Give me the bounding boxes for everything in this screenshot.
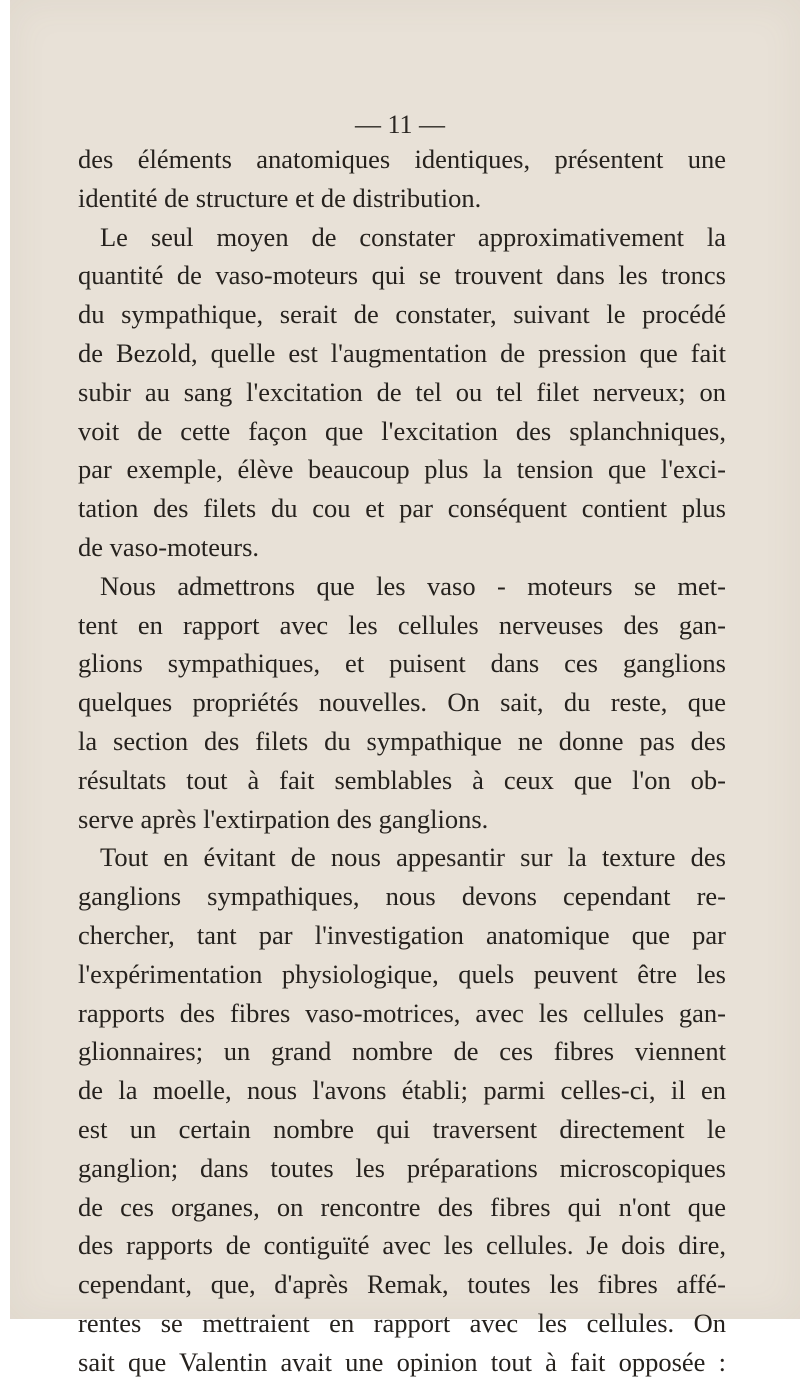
text-line: résultats tout à fait semblables à ceux que l'on ob-	[78, 764, 726, 795]
text-line: chercher, tant par l'investigation anatomique que par	[78, 919, 726, 950]
text-line: ganglions sympathiques, nous devons cependant re-	[78, 881, 726, 912]
text-line: glionnaires; un grand nombre de ces fibres viennent	[78, 1036, 726, 1067]
text-line: Nous admettrons que les vaso - moteurs se met-	[100, 570, 726, 601]
text-line: de ces organes, on rencontre des fibres qui n'ont que	[78, 1191, 726, 1222]
text-line: cependant, que, d'après Remak, toutes les fibres affé-	[78, 1269, 726, 1300]
page-number: — 11 —	[354, 110, 446, 139]
text-line: quelques propriétés nouvelles. On sait, du reste, que	[78, 687, 726, 718]
text-line: tation des filets du cou et par conséquent contient plus	[78, 493, 726, 524]
text-line: Le seul moyen de constater approximativement la	[100, 221, 726, 252]
text-line: rapports des fibres vaso-motrices, avec les cellules gan-	[78, 997, 726, 1028]
text-line: est un certain nombre qui traversent directement le	[78, 1113, 726, 1144]
text-line: de Bezold, quelle est l'augmentation de pression que fait	[78, 337, 726, 368]
text-line: serve après l'extirpation des ganglions.	[78, 803, 489, 834]
text-line: des éléments anatomiques identiques, présentent une	[78, 144, 726, 174]
text-line: quantité de vaso-moteurs qui se trouvent dans les troncs	[78, 260, 726, 291]
text-line: des rapports de contiguïté avec les cellules. Je dois dire,	[78, 1230, 726, 1261]
text-line: tent en rapport avec les cellules nerveuses des gan-	[78, 609, 726, 640]
text-line: glions sympathiques, et puisent dans ces ganglions	[78, 648, 726, 679]
text-line: identité de structure et de distribution.	[78, 182, 482, 213]
text-line: voit de cette façon que l'excitation des splanchniques,	[78, 415, 726, 446]
text-line: ganglion; dans toutes les préparations microscopiques	[78, 1152, 726, 1183]
left-margin	[0, 0, 10, 1319]
text-line: la section des filets du sympathique ne donne pas des	[78, 725, 726, 756]
text-line: de la moelle, nous l'avons établi; parmi celles-ci, il en	[78, 1075, 726, 1106]
text-line: l'expérimentation physiologique, quels peuvent être les	[78, 958, 726, 989]
text-line: sait que Valentin avait une opinion tout à fait opposée :	[78, 1346, 726, 1377]
text-line: du sympathique, serait de constater, suivant le procédé	[78, 299, 726, 330]
text-line: subir au sang l'excitation de tel ou tel filet nerveux; on	[78, 376, 726, 407]
text-line: par exemple, élève beaucoup plus la tension que l'exci-	[78, 454, 726, 485]
text-line: rentes se mettraient en rapport avec les cellules. On	[78, 1307, 726, 1338]
text-line: de vaso-moteurs.	[78, 531, 260, 562]
text-line: Tout en évitant de nous appesantir sur la texture des	[100, 842, 726, 873]
body-text	[78, 140, 726, 1382]
